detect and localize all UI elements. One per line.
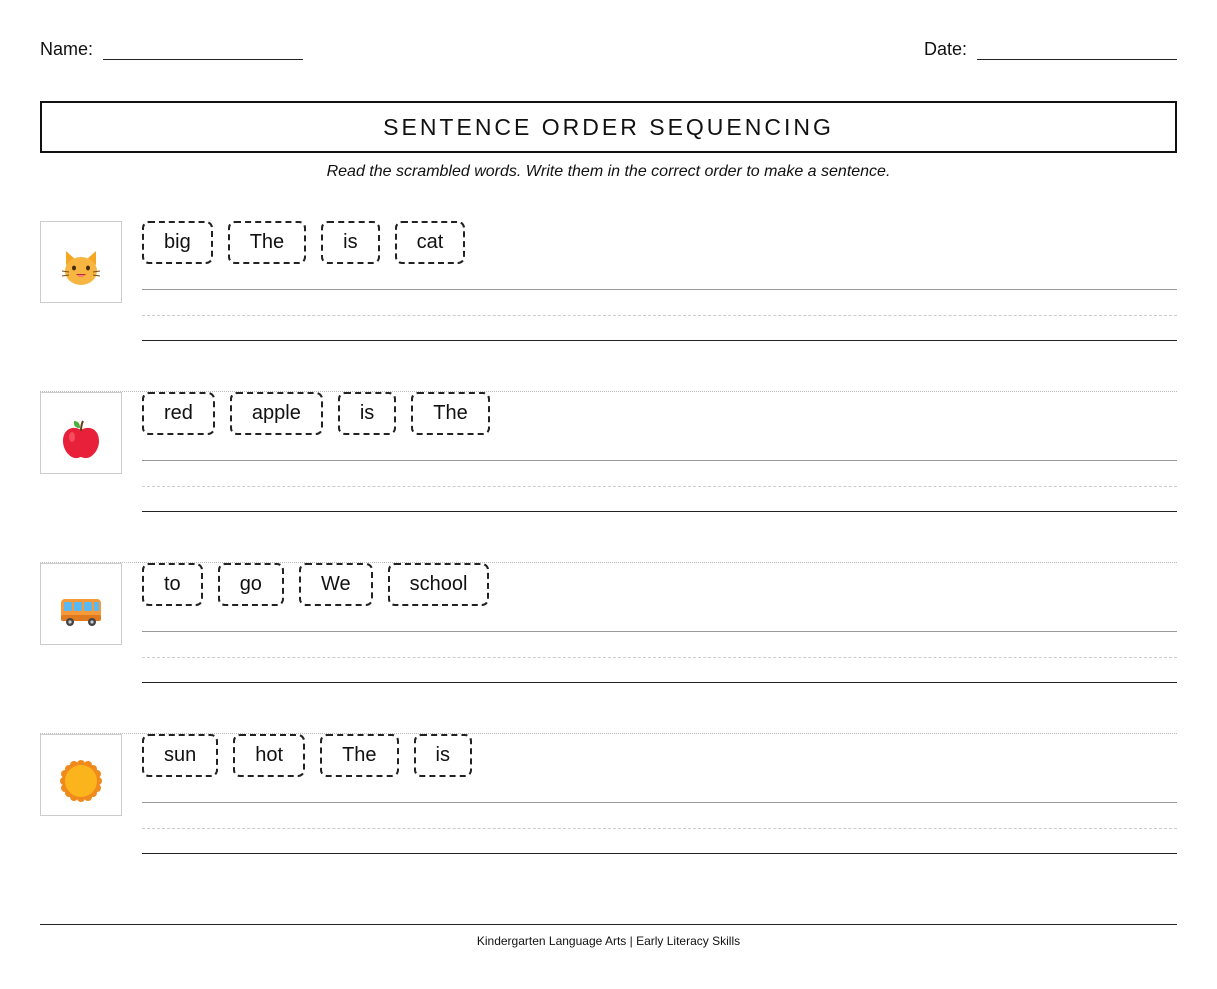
- exercise-picture: [40, 734, 122, 816]
- scrambled-words: [142, 392, 490, 435]
- scrambled-words: [142, 221, 465, 264]
- scrambled-words: [142, 563, 489, 606]
- exercise-picture: [40, 392, 122, 474]
- exercise-4: [40, 734, 1177, 905]
- writing-line-base[interactable]: [142, 682, 1177, 683]
- name-field: [40, 38, 303, 60]
- date-input-line[interactable]: [977, 38, 1177, 60]
- writing-line-base[interactable]: [142, 340, 1177, 341]
- word-card[interactable]: We: [299, 563, 373, 606]
- writing-line-mid: [142, 486, 1177, 487]
- word-card[interactable]: is: [338, 392, 396, 435]
- instructions: Read the scrambled words. Write them in the correct order to make a sentence.: [326, 163, 891, 180]
- page-title: SENTENCE ORDER SEQUENCING: [383, 113, 834, 140]
- word-card[interactable]: apple: [230, 392, 323, 435]
- writing-line-mid: [142, 657, 1177, 658]
- date-field: [924, 38, 1177, 60]
- writing-line-mid: [142, 828, 1177, 829]
- word-card[interactable]: cat: [395, 221, 466, 264]
- word-card[interactable]: red: [142, 392, 215, 435]
- word-card[interactable]: is: [414, 734, 472, 777]
- word-card[interactable]: big: [142, 221, 213, 264]
- writing-line-top[interactable]: [142, 289, 1177, 290]
- word-card[interactable]: The: [411, 392, 489, 435]
- footer-divider: [40, 924, 1177, 925]
- word-card[interactable]: to: [142, 563, 203, 606]
- writing-line-base[interactable]: [142, 853, 1177, 854]
- writing-line-base[interactable]: [142, 511, 1177, 512]
- exercise-picture: [40, 221, 122, 303]
- scrambled-words: [142, 734, 472, 777]
- word-card[interactable]: school: [388, 563, 490, 606]
- date-label: Date:: [923, 39, 967, 59]
- bus-icon: [60, 589, 102, 631]
- word-card[interactable]: sun: [142, 734, 218, 777]
- cat-face-icon: [60, 247, 102, 289]
- word-card[interactable]: The: [228, 221, 306, 264]
- title-box: [40, 101, 1177, 153]
- writing-line-top[interactable]: [142, 631, 1177, 632]
- exercise-2: [40, 392, 1177, 563]
- word-card[interactable]: go: [218, 563, 284, 606]
- name-input-line[interactable]: [103, 38, 303, 60]
- footer-text: Kindergarten Language Arts | Early Literacy Skills: [476, 934, 741, 948]
- exercise-3: [40, 563, 1177, 734]
- writing-line-top[interactable]: [142, 460, 1177, 461]
- word-card[interactable]: hot: [233, 734, 305, 777]
- exercise-1: [40, 221, 1177, 392]
- writing-line-mid: [142, 315, 1177, 316]
- apple-icon: [60, 418, 102, 460]
- sun-icon: [60, 760, 102, 802]
- exercise-picture: [40, 563, 122, 645]
- name-label: Name:: [40, 39, 94, 59]
- header-row: [40, 38, 1177, 62]
- word-card[interactable]: is: [321, 221, 379, 264]
- writing-line-top[interactable]: [142, 802, 1177, 803]
- word-card[interactable]: The: [320, 734, 398, 777]
